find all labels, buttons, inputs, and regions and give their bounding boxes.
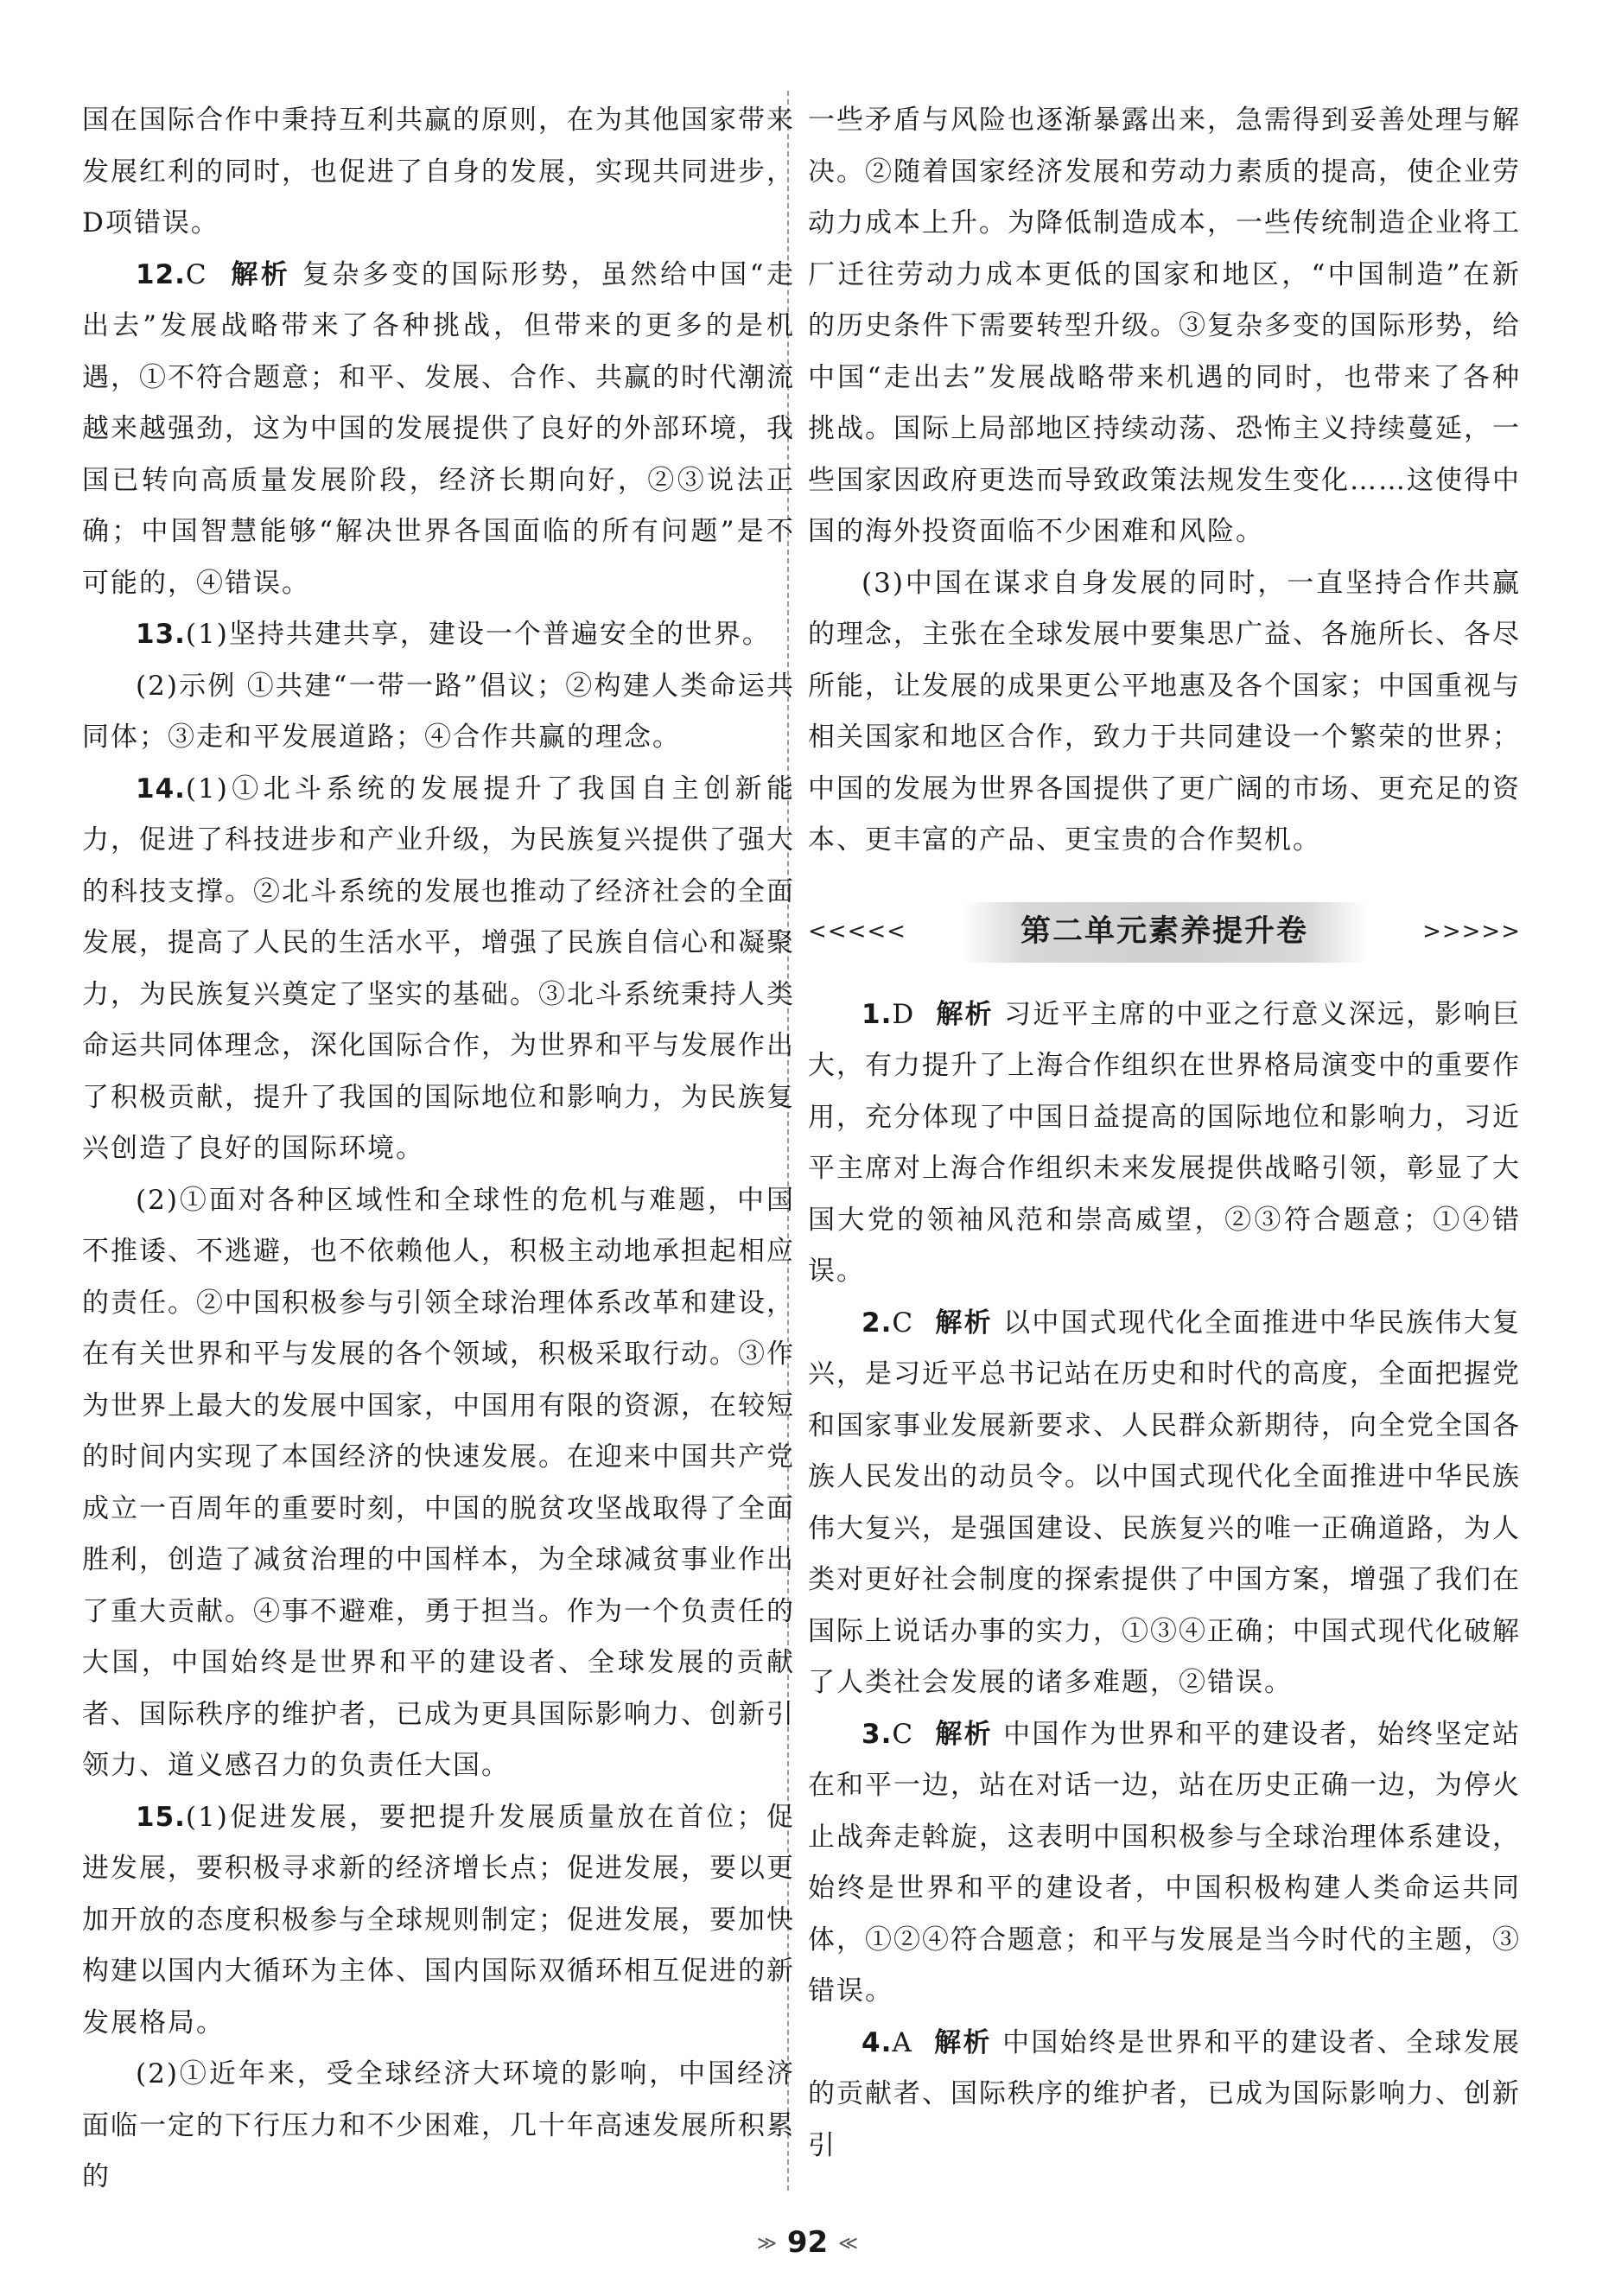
answer-4 [808,2018,1521,2172]
question-number: 1. [862,998,893,1030]
answer-13-part2: (2)示例 ①共建“一带一路”倡议；②构建人类命运共同体；③走和平发展道路；④合作共赢的理念。 [82,670,795,753]
answer-2 [808,1298,1521,1709]
analysis-label: 解析 [934,2026,992,2058]
answer-12 [82,250,795,610]
answer-15-part2: (2)①近年来，受全球经济大环境的影响，中国经济面临一定的下行压力和不少困难，几十年高速发展所积累的 [82,2058,795,2192]
paragraph-continuation: 一些矛盾与风险也逐渐暴露出来，急需得到妥善处理与解决。②随着国家经济发展和劳动力素质的提高，使企业劳动力成本上升。为降低制造成本，一些传统制造企业将工厂迁往劳动力成本更低的国家和地区，“中国制造”在新的历史条件下需要转型升级。③复杂多变的国际形势，给中国“走出去”发展战略带来机遇的同时，也带来了各种挑战。国际上局部地区持续动荡、恐怖主义持续蔓延，一些国家因政府更迭而导致政策法规发生变化……这使得中国的海外投资面临不少困难和风险。 [808,105,1521,547]
answer-text: (1)促进发展，要把提升发展质量放在首位；促进发展，要积极寻求新的经济增长点；促进发展，要以更加开放的态度积极参与全球规则制定；促进发展，要加快构建以国内大循环为主体、国内国际双循环相互促进的新发展格局。 [82,1801,795,2038]
analysis-label: 解析 [936,998,994,1030]
analysis-text: 习近平主席的中亚之行意义深远，影响巨大，有力提升了上海合作组织在世界格局演变中的重要作用，充分体现了中国日益提高的国际地位和影响力，习近平主席对上海合作组织未来发展提供战略引领，彰显了大国大党的领袖风范和崇高威望，②③符合题意；①④错误。 [808,998,1522,1287]
section-title: 第二单元素养提升卷 [962,902,1368,963]
answer-text: (1)坚持共建共享，建设一个普遍安全的世界。 [185,619,771,650]
analysis-text: 以中国式现代化全面推进中华民族伟大复兴，是习近平总书记站在历史和时代的高度，全面把握党和国家事业发展新要求、人民群众新期待，向全党全国各族人民发出的动员令。以中国式现代化全面推进中华民族伟大复兴，是强国建设、民族复兴的唯一正确道路，为人类对更好社会制度的探索提供了中国方案，增强了我们在国际上说话办事的实力，①③④正确；中国式现代化破解了人类社会发展的诸多难题，②错误。 [808,1307,1522,1698]
analysis-text: 中国作为世界和平的建设者，始终坚定站在和平一边，站在对话一边，站在历史正确一边，为停火止战奔走斡旋，这表明中国积极参与全球治理体系建设，始终是世界和平的建设者，中国积极构建人类命运共同体，①②④符合题意；和平与发展是当今时代的主题，③错误。 [808,1718,1522,2007]
answer-choice: A [892,2026,913,2058]
answer-15-part3: (3)中国在谋求自身发展的同时，一直坚持合作共赢的理念，主张在全球发展中要集思广益、各施所长、各尽所能，让发展的成果更公平地惠及各个国家；中国重视与相关国家和地区合作，致力于共同建设一个繁荣的世界；中国的发展为世界各国提供了更广阔的市场、更充足的资本、更丰富的产品、更宝贵的合作契机。 [808,567,1521,855]
answer-choice: C [185,258,208,290]
answer-choice: D [892,998,916,1030]
question-number: 13. [136,619,186,650]
section-banner [808,898,1521,967]
answer-1 [808,989,1521,1298]
right-column [808,95,1521,2172]
analysis-label: 解析 [231,258,291,290]
chevrons-right-icon: >>>>> [1422,918,1521,944]
left-column [82,95,795,2204]
answer-choice: C [892,1307,915,1339]
answer-13-part1 [82,609,795,661]
answer-15-part1 [82,1792,795,2050]
question-number: 4. [862,2026,893,2058]
page-footer [0,2225,1615,2260]
question-number: 15. [136,1801,186,1833]
chevron-right-icon: ≫ [756,2233,777,2255]
answer-text: (1)①北斗系统的发展提升了我国自主创新能力，促进了科技进步和产业升级，为民族复兴提供了强大的科技支撑。②北斗系统的发展也推动了经济社会的全面发展，提高了人民的生活水平，增强了民族自信心和凝聚力，为民族复兴奠定了坚实的基础。③北斗系统秉持人类命运共同体理念，深化国际合作，为世界和平与发展作出了积极贡献，提升了我国的国际地位和影响力，为民族复兴创造了良好的国际环境。 [82,773,795,1164]
paragraph-continuation: 国在国际合作中秉持互利共赢的原则，在为其他国家带来发展红利的同时，也促进了自身的发展，实现共同进步，D项错误。 [82,105,795,239]
analysis-label: 解析 [935,1307,993,1339]
question-number: 3. [862,1718,893,1750]
page-number: 92 [786,2225,829,2260]
question-number: 12. [136,258,186,290]
answer-14-part2: (2)①面对各种区域性和全球性的危机与难题，中国不推诿、不逃避，也不依赖他人，积极主动地承担起相应的责任。②中国积极参与引领全球治理体系改革和建设，在有关世界和平与发展的各个领域，积极采取行动。③作为世界上最大的发展中国家，中国用有限的资源，在较短的时间内实现了本国经济的快速发展。在迎来中国共产党成立一百周年的重要时刻，中国的脱贫攻坚战取得了全面胜利，创造了减贫治理的中国样本，为全球减贫事业作出了重大贡献。④事不避难，勇于担当。作为一个负责任的大国，中国始终是世界和平的建设者、全球发展的贡献者、国际秩序的维护者，已成为更具国际影响力、创新引领力、道义感召力的负责任大国。 [82,1184,795,1781]
answer-choice: C [892,1718,915,1750]
chevrons-left-icon: <<<<< [808,918,906,944]
analysis-text: 中国始终是世界和平的建设者、全球发展的贡献者、国际秩序的维护者，已成为国际影响力、创新引 [808,2026,1521,2161]
answer-3 [808,1709,1521,2018]
chevron-left-icon: ≪ [838,2233,859,2255]
analysis-text: 复杂多变的国际形势，虽然给中国“走出去”发展战略带来了各种挑战，但带来的更多的是机遇，①不符合题意；和平、发展、合作、共赢的时代潮流越来越强劲，这为中国的发展提供了良好的外部环境，我国已转向高质量发展阶段，经济长期向好，②③说法正确；中国智慧能够“解决世界各国面临的所有问题”是不可能的，④错误。 [82,258,795,599]
analysis-label: 解析 [935,1718,993,1750]
answer-14-part1 [82,764,795,1175]
question-number: 2. [862,1307,893,1339]
question-number: 14. [136,773,186,805]
